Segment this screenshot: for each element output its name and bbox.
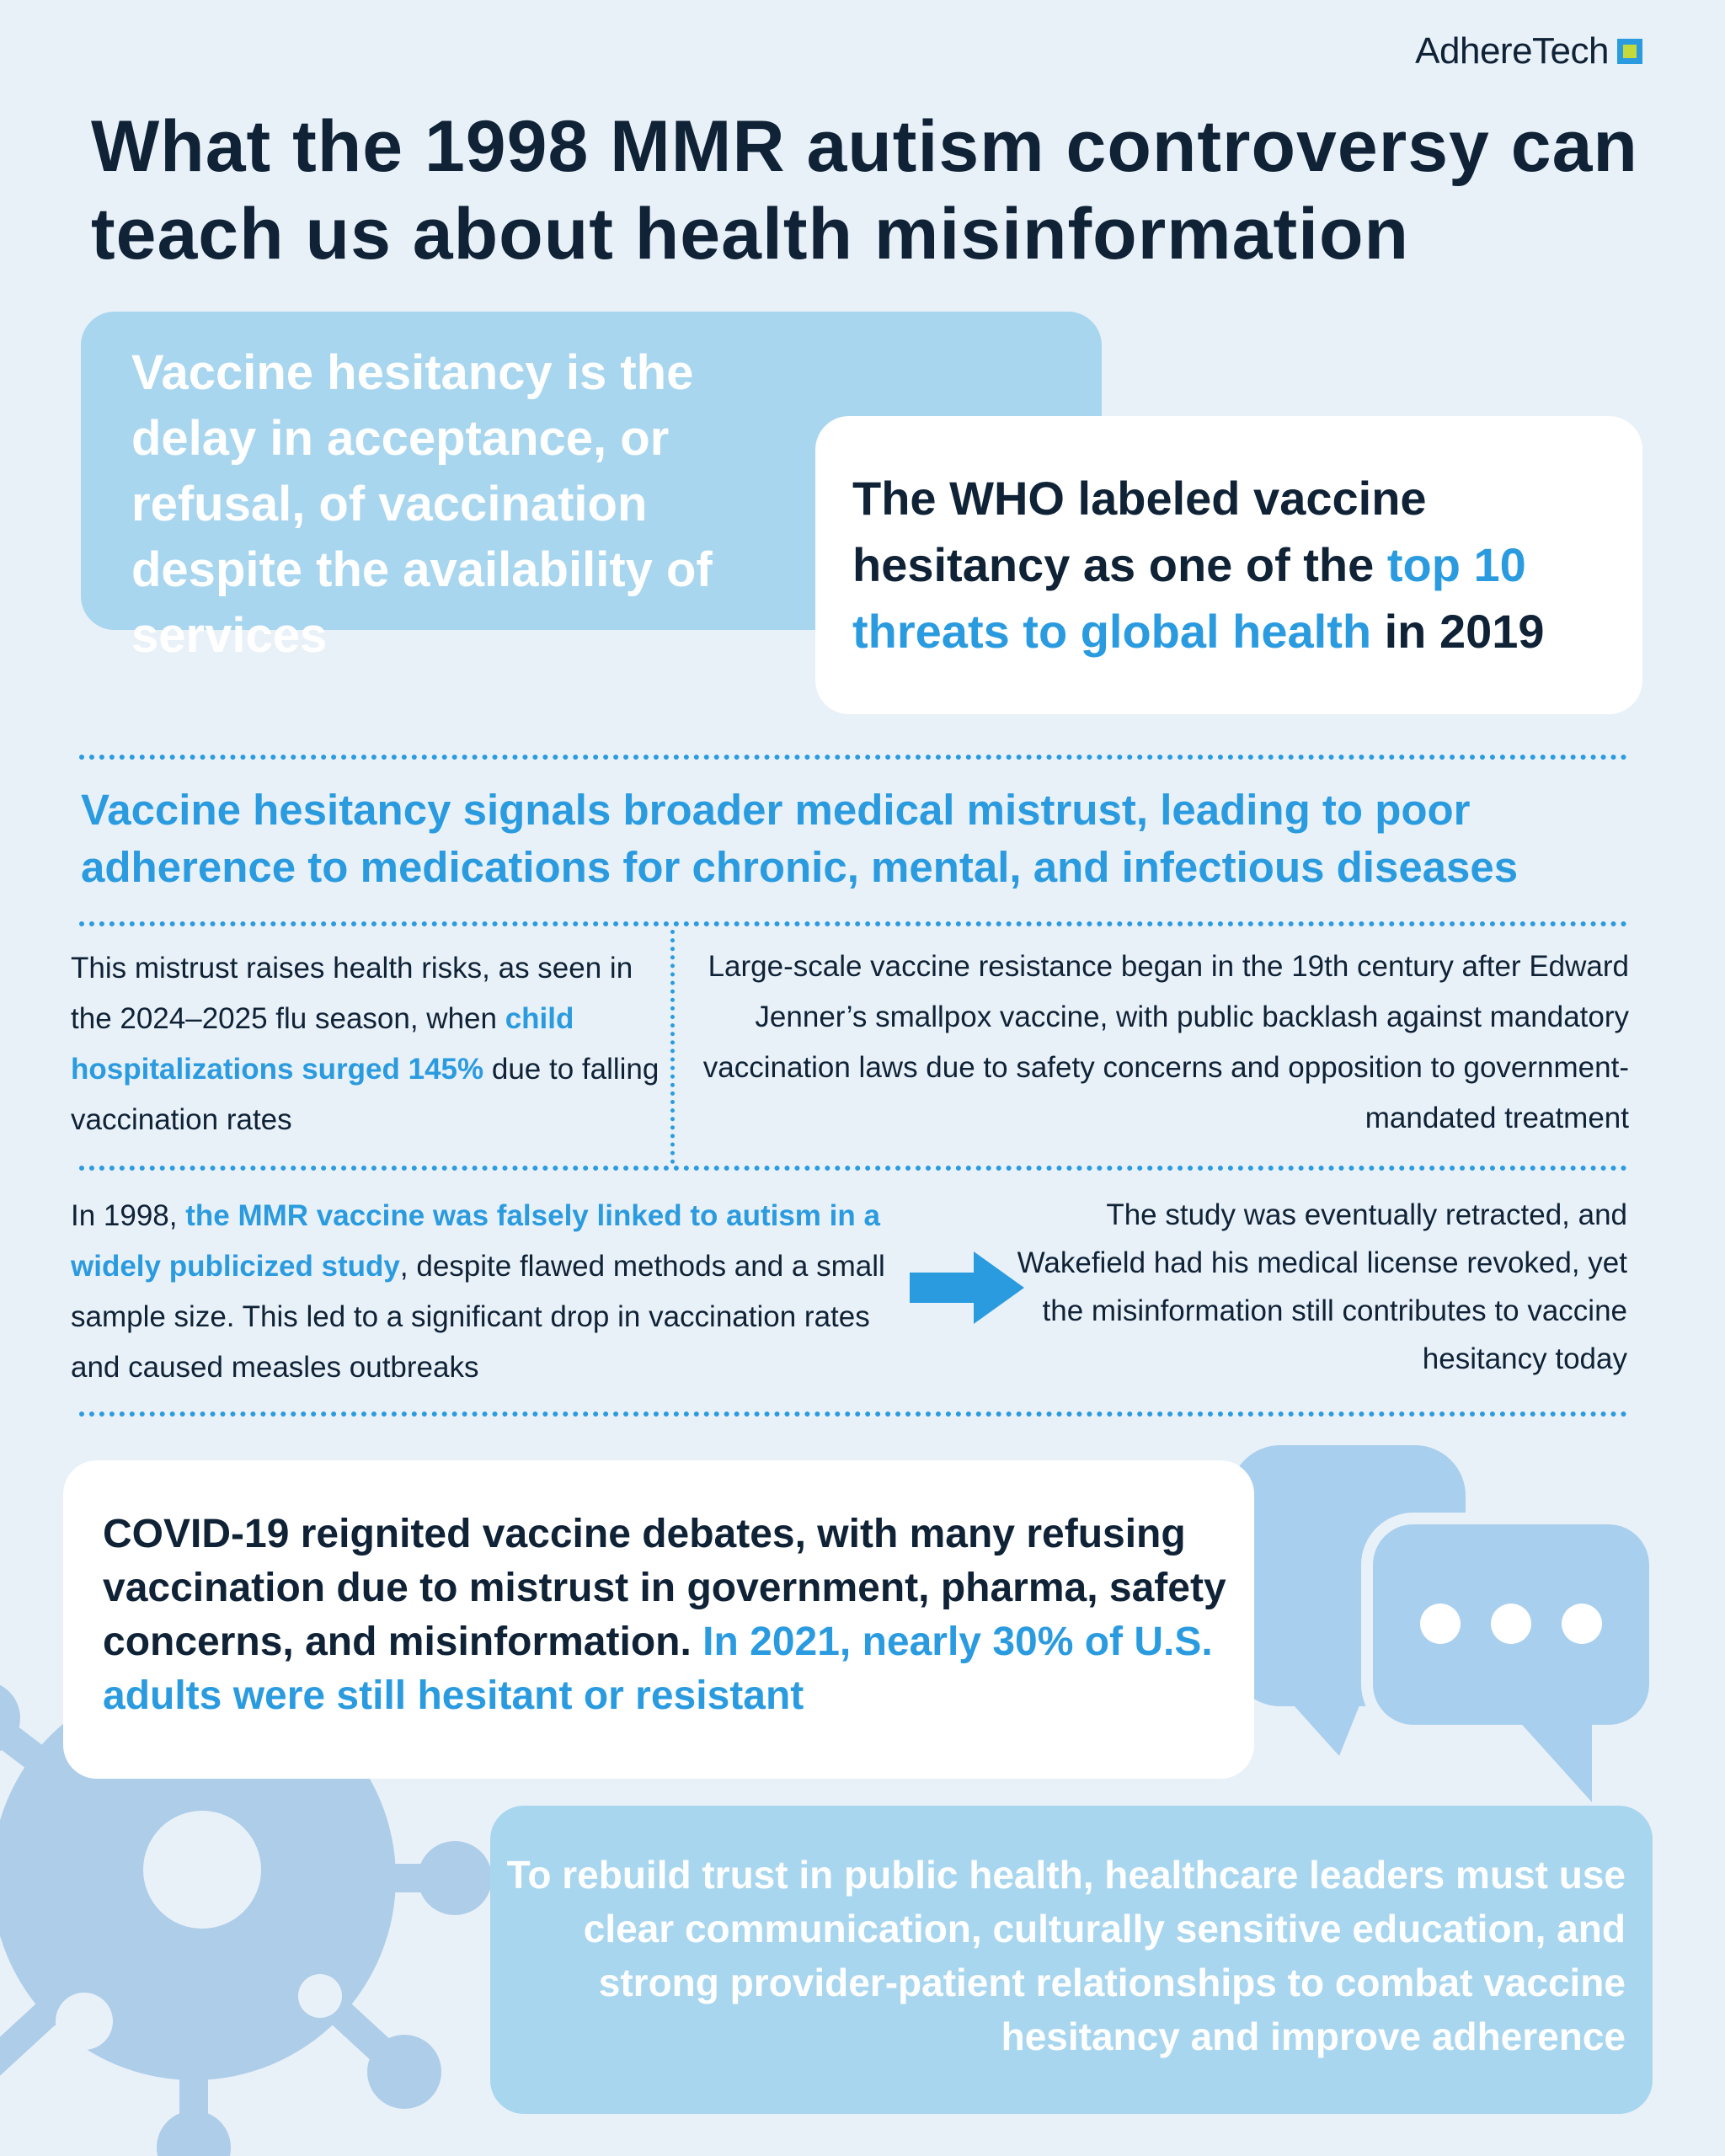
brand-name: AdhereTech (1415, 30, 1609, 72)
dotted-divider (79, 1412, 1627, 1417)
speech-bubble-front-tail (1516, 1718, 1592, 1802)
mistrust-text-before: This mistrust raises health risks, as seen in the 2024–2025 flu season, when (71, 952, 633, 1035)
brand-square-icon (1617, 39, 1642, 64)
speech-bubble-back-tail (1263, 1672, 1373, 1756)
typing-dot-icon (1562, 1604, 1602, 1644)
typing-dot-icon (1491, 1604, 1531, 1644)
dotted-divider (79, 1166, 1627, 1171)
mistrust-text (71, 943, 660, 1145)
mistrust-text-after: due to falling vaccination rates (71, 1053, 660, 1136)
brand-logo (1415, 30, 1642, 72)
mmr-text (71, 1191, 905, 1393)
mmr-text-before: In 1998, (71, 1199, 186, 1232)
dotted-vertical-divider (670, 930, 675, 1164)
definition-text: Vaccine hesitancy is the delay in acceptance, or refusal, of vaccination despite the availability of services (131, 345, 713, 663)
page-title: What the 1998 MMR autism controversy can teach us about health misinformation (91, 106, 1638, 275)
mmr-text-after: , despite flawed methods and a small sample size. This led to a significant drop in vaccination rates and caused measles outbreaks (71, 1250, 885, 1384)
rebuild-trust-text: To rebuild trust in public health, healthcare leaders must use clear communication, culturally sensitive education, and strong provider-patient relationships to combat vaccine hesitancy and improve adherence (506, 1853, 1626, 2058)
typing-dot-icon (1420, 1604, 1461, 1644)
broader-mistrust-heading: Vaccine hesitancy signals broader medical mistrust, leading to poor adherence to medications for chronic, mental, and infectious diseases (81, 786, 1519, 891)
history-text: Large-scale vaccine resistance began in the 19th century after Edward Jenner’s smallpox vaccine, with public backlash against mandatory vaccination laws due to safety concerns and opposition to government-mandated treatment (702, 950, 1629, 1134)
mistrust-highlight: child hospitalizations surged 145% (71, 1002, 574, 1086)
who-text-before: The WHO labeled vaccine hesitancy as one of the (852, 472, 1427, 591)
covid-text (103, 1508, 1248, 1723)
who-text-after: in 2019 (1371, 605, 1545, 658)
mmr-highlight: the MMR vaccine was falsely linked to autism in a widely publicized study (71, 1199, 880, 1283)
dotted-divider (79, 921, 1627, 926)
dotted-divider (79, 755, 1627, 760)
retracted-text: The study was eventually retracted, and Wakefield had his medical license revoked, yet the misinformation still contributes to vaccine hesitancy today (1017, 1198, 1627, 1375)
who-text (852, 465, 1627, 664)
covid-highlight: In 2021, nearly 30% of U.S. adults were still hesitant or resistant (103, 1620, 1213, 1718)
who-highlight: top 10 threats to global health (852, 538, 1526, 658)
covid-text-before: COVID-19 reignited vaccine debates, with many refusing vaccination due to mistrust in government, pharma, safety concerns, and misinformation. (103, 1512, 1226, 1664)
